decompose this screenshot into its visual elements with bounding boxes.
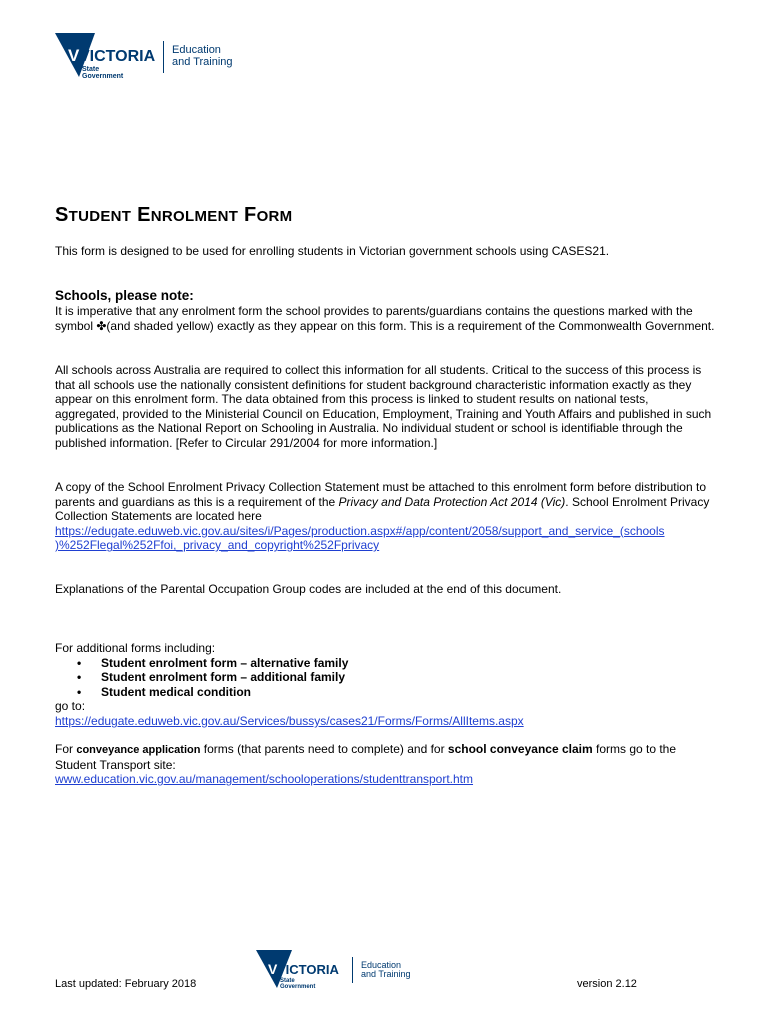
schools-note-para1: It is imperative that any enrolment form the school provides to parents/guardians contains the questions marked with the symbol ✤(and shaded yellow) exactly as they appear on this form. This is a requirement of the Commonwealth Government. xyxy=(55,304,715,333)
goto-text: go to: xyxy=(55,699,86,714)
title-w3-rest: ORM xyxy=(256,208,293,225)
title-w3-first: F xyxy=(244,204,257,226)
edu-training-text xyxy=(172,45,233,68)
logo-divider xyxy=(163,41,164,73)
brand-sub-line2: Government xyxy=(82,73,124,80)
footer-brand-name: VICTORIA xyxy=(277,962,339,977)
occupation-note: Explanations of the Parental Occupation Group codes are included at the end of this document. xyxy=(55,582,562,596)
privacy-link[interactable] xyxy=(55,524,665,553)
footer-logo xyxy=(256,950,411,990)
title-w2-rest: NROLMENT xyxy=(150,208,239,225)
forms-list-item: • Student enrolment form – additional family xyxy=(55,670,715,685)
footer-edu-training-text xyxy=(361,961,411,980)
brand-name-v: V xyxy=(68,46,80,65)
last-updated: Last updated: February 2018 xyxy=(55,978,197,990)
conveyance-app: conveyance application xyxy=(76,744,201,756)
footer-edu-line2: and Training xyxy=(361,969,411,979)
schools-note-para2: All schools across Australia are required to collect this information for all students. Critical to the success of this process is that all schools use the nationally consistent definitions for student background characteristic information exactly as they appear on this enrolment form. The data obtained from this process is linked to student results on national tests, aggregated, provided to the Ministerial Council on Education, Employment, Training and Youth Affairs and published in such publications as the National Report on Schooling in Australia. No individual student or school is identifiable through the published information. [Refer to Circular 291/2004 for more information.] xyxy=(55,363,712,450)
victoria-logo-icon xyxy=(256,950,344,990)
schools-note-heading: Schools, please note: xyxy=(55,288,194,303)
brand-sub-line1: State xyxy=(82,66,100,73)
conveyance-mid: forms (that parents need to complete) and for xyxy=(200,742,448,756)
forms-link[interactable]: https://edugate.eduweb.vic.gov.au/Services/bussys/cases21/Forms/Forms/AllItems.aspx xyxy=(55,713,524,728)
forms-list-item: • Student medical condition xyxy=(55,685,715,700)
forms-list xyxy=(55,656,715,700)
privacy-link-line2: )%252Flegal%252Ffoi,_privacy_and_copyright%252Fprivacy xyxy=(55,538,380,553)
title-w1-first: S xyxy=(55,204,69,226)
title-w1-rest: TUDENT xyxy=(68,208,132,225)
version-label: version 2.12 xyxy=(577,978,637,990)
victoria-logo-icon xyxy=(55,33,155,81)
privacy-paragraph xyxy=(55,480,715,553)
additional-intro: For additional forms including: xyxy=(55,641,216,655)
footer-logo-divider xyxy=(352,957,353,983)
conveyance-claim: school conveyance claim xyxy=(447,742,593,756)
footer-brand-sub-line1: State xyxy=(280,978,295,984)
forms-list-item: • Student enrolment form – alternative family xyxy=(55,656,715,671)
conveyance-paragraph xyxy=(55,742,715,787)
intro-text: This form is designed to be used for enrolling students in Victorian government schools using CASES21. xyxy=(55,244,610,258)
header-logo xyxy=(55,33,233,81)
conveyance-end: forms go to the Student Transport site: xyxy=(55,742,677,772)
page-title xyxy=(55,204,292,227)
edu-line1: Education xyxy=(172,44,221,57)
footer-brand-v: V xyxy=(268,961,278,977)
additional-forms xyxy=(55,641,715,729)
brand-name: VICTORIA xyxy=(79,48,155,65)
title-w2-first: E xyxy=(137,204,151,226)
edu-line2: and Training xyxy=(172,56,233,68)
conveyance-for: For xyxy=(55,742,77,756)
privacy-text-a: A copy of the School Enrolment Privacy Collection Statement must be attached to this enrolment form before distribution to parents and guardians as this is a requirement of the xyxy=(55,480,706,509)
footer-edu-line1: Education xyxy=(361,959,402,970)
privacy-link-line1: https://edugate.eduweb.vic.gov.au/sites/i/Pages/production.aspx#/app/content/2058/support_and_service_(schools xyxy=(55,523,665,538)
privacy-text-b: . School Enrolment Privacy Collection Statements are located here xyxy=(55,494,710,524)
footer-brand-sub-line2: Government xyxy=(280,984,316,990)
privacy-act: Privacy and Data Protection Act 2014 (Vic) xyxy=(338,494,566,509)
student-transport-link[interactable]: www.education.vic.gov.au/management/schooloperations/studenttransport.htm xyxy=(55,772,474,787)
